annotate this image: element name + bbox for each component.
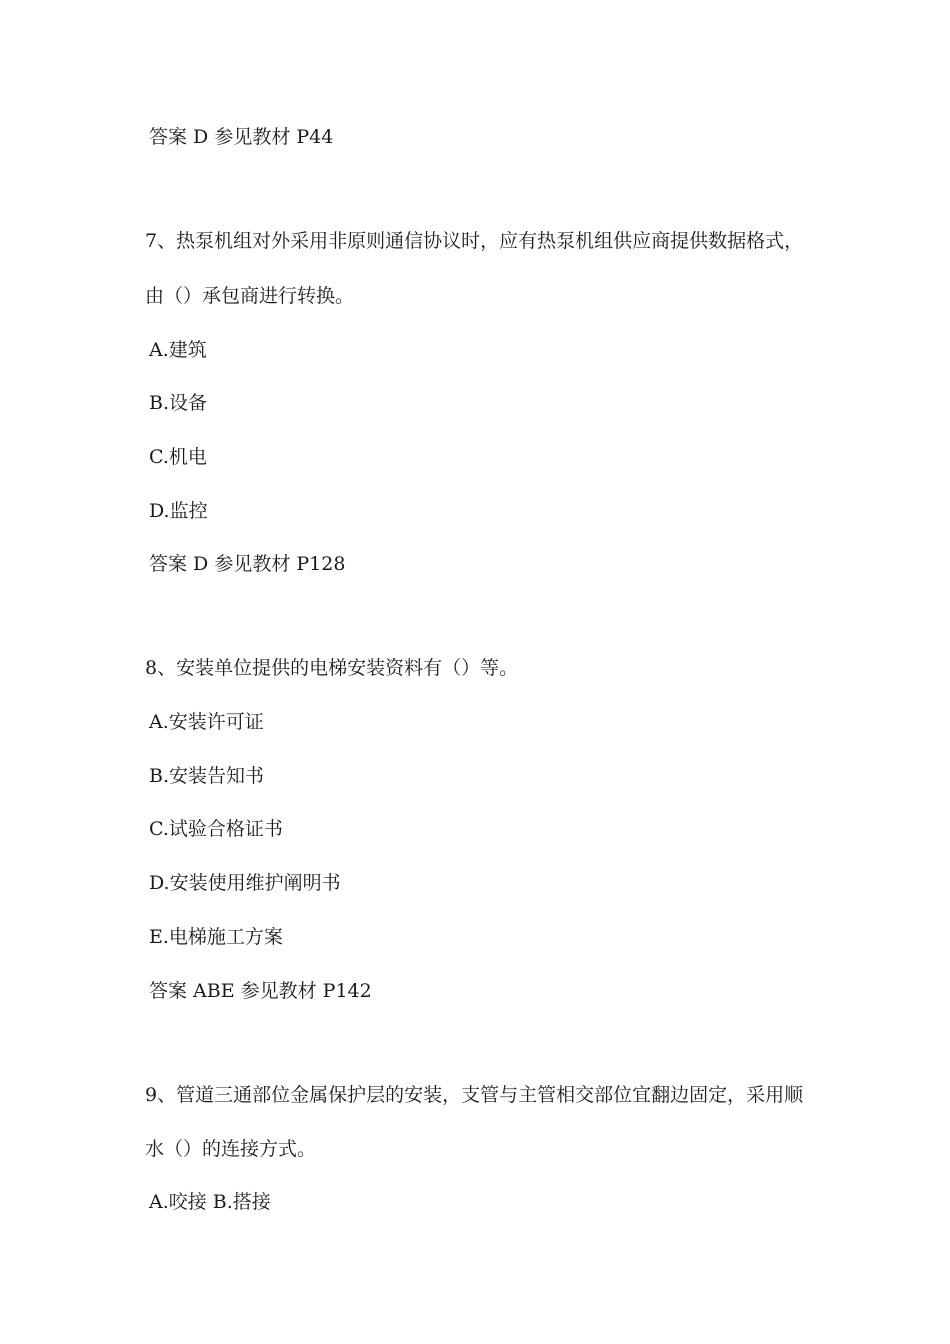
question-9-stem-line1: 9、管道三通部位金属保护层的安装，支管与主管相交部位宜翻边固定，采用顺 (145, 1084, 804, 1106)
question-7-option-c: C.机电 (149, 446, 207, 468)
question-8-stem-line1: 8、安装单位提供的电梯安装资料有（）等。 (145, 657, 519, 679)
answer-q6: 答案 D 参见教材 P44 (149, 126, 334, 148)
question-8-option-d: D.安装使用维护阐明书 (149, 872, 341, 894)
question-8-option-c: C.试验合格证书 (149, 818, 283, 840)
question-7-option-a: A.建筑 (149, 339, 207, 361)
question-7-stem-line2: 由（）承包商进行转换。 (145, 285, 355, 307)
question-8-option-a: A.安装许可证 (149, 711, 264, 733)
question-8-option-b: B.安装告知书 (149, 765, 265, 787)
question-8-option-e: E.电梯施工方案 (149, 926, 283, 948)
question-9-stem-line2: 水（）的连接方式。 (145, 1138, 317, 1160)
question-9-options-ab: A.咬接 B.搭接 (149, 1191, 271, 1213)
question-7-option-d: D.监控 (149, 500, 208, 522)
question-8-answer: 答案 ABE 参见教材 P142 (149, 980, 372, 1002)
question-7-answer: 答案 D 参见教材 P128 (149, 553, 346, 575)
question-7-stem-line1: 7、热泵机组对外采用非原则通信协议时，应有热泵机组供应商提供数据格式， (145, 230, 804, 252)
question-7-option-b: B.设备 (149, 392, 208, 414)
